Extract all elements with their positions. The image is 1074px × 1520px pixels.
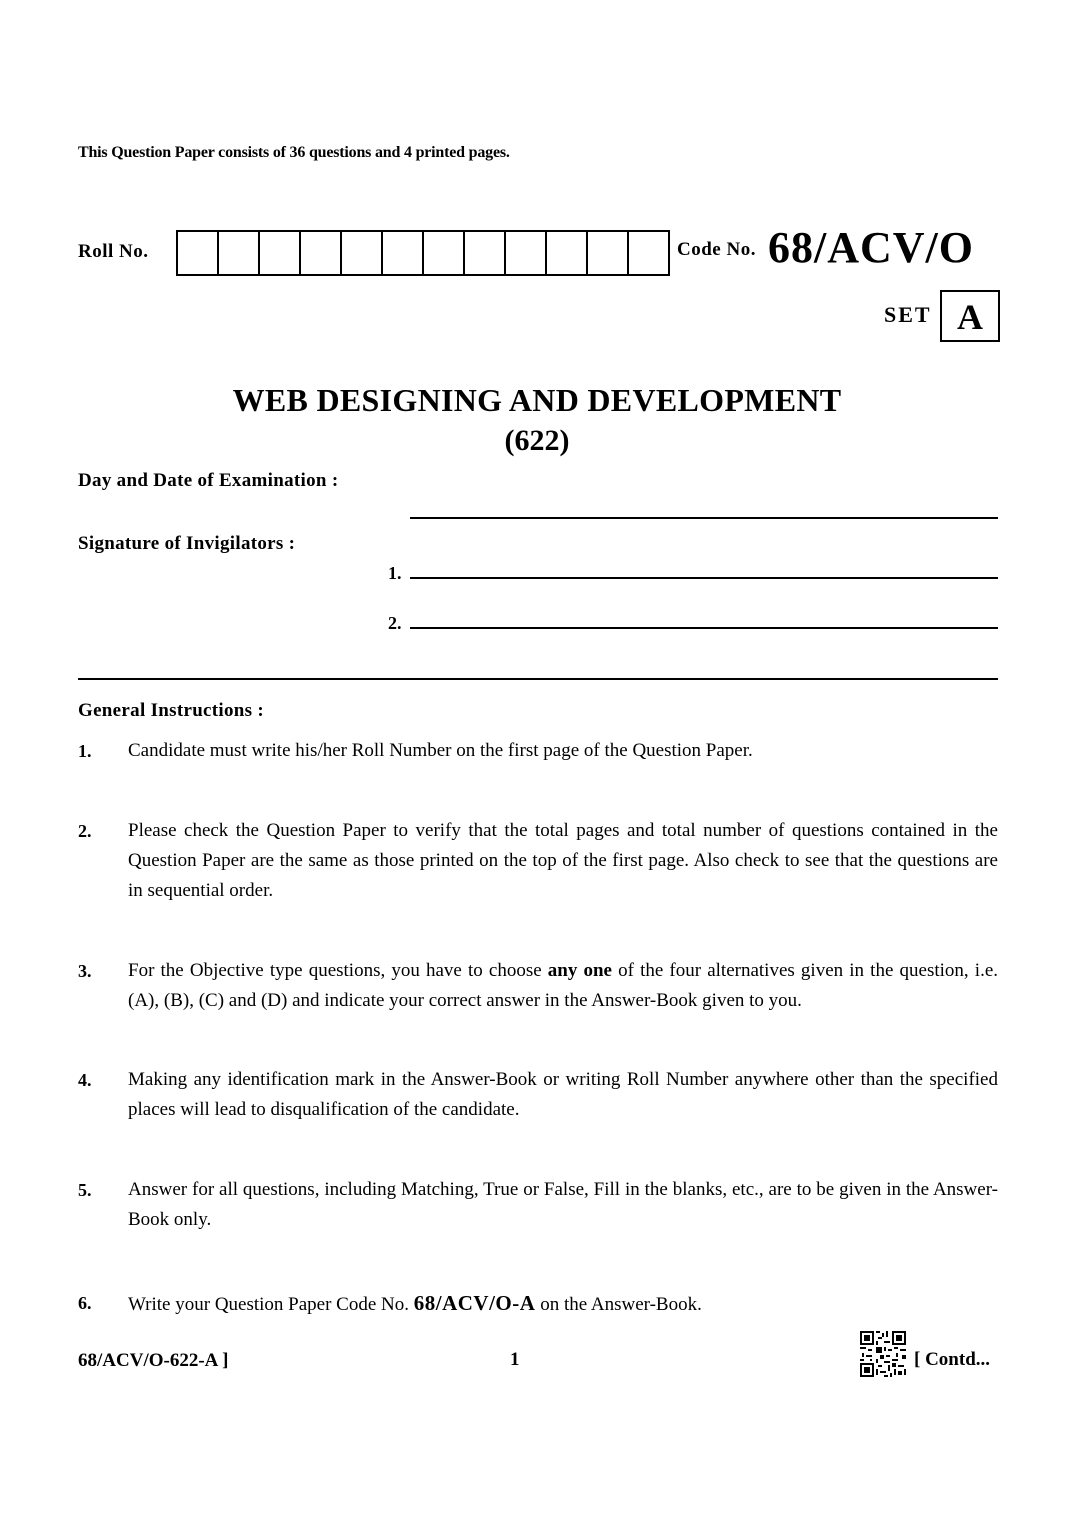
roll-number-digit-box[interactable] [588, 232, 629, 274]
code-number-label: Code No. [677, 239, 756, 260]
instructions-heading: General Instructions : [78, 700, 265, 721]
instruction-text [128, 956, 998, 1016]
invigilator-1-number: 1. [388, 563, 402, 583]
roll-number-digit-box[interactable] [424, 232, 465, 274]
roll-number-digit-box[interactable] [342, 232, 383, 274]
roll-number-digit-box[interactable] [629, 232, 668, 274]
invigilator-1-signature-line[interactable] [410, 577, 998, 579]
page-number: 1 [510, 1349, 520, 1370]
instruction-text: Please check the Question Paper to verify that the total pages and total number of questions contained in the Question Paper are the same as those printed on the top of the first page. Also check to see that the questions are in sequential order. [128, 820, 998, 901]
instruction-text-part: on the Answer-Book. [535, 1294, 702, 1315]
instruction-number: 5. [78, 1180, 92, 1200]
instruction-text-part: Write your Question Paper Code No. [128, 1294, 414, 1315]
instruction-number: 3. [78, 961, 92, 981]
invigilators-label: Signature of Invigilators : [78, 533, 296, 554]
footer-paper-code: 68/ACV/O-622-A ] [78, 1350, 229, 1371]
roll-number-digit-box[interactable] [465, 232, 506, 274]
instruction-number: 2. [78, 821, 92, 841]
instruction-text-part: of the four alternatives given in the question, i.e. (A), (B), (C) and (D) and indicate your correct answer in the Answer-Book given to you. [128, 960, 998, 1011]
instruction-text: Answer for all questions, including Matching, True or False, Fill in the blanks, etc., are to be given in the Answer-Book only. [128, 1179, 998, 1230]
qr-code-icon [860, 1331, 906, 1377]
set-value-box: A [940, 290, 1000, 342]
code-number-value: 68/ACV/O [768, 223, 974, 272]
continued-marker: [ Contd... [914, 1349, 991, 1370]
instruction-number: 4. [78, 1070, 92, 1090]
paper-subject-code: (622) [504, 424, 570, 457]
roll-number-boxes[interactable] [176, 230, 670, 276]
paper-info-note: This Question Paper consists of 36 questions and 4 printed pages. [78, 144, 510, 161]
roll-number-digit-box[interactable] [547, 232, 588, 274]
exam-date-label: Day and Date of Examination : [78, 470, 339, 491]
instruction-text-part: For the Objective type questions, you have to choose [128, 960, 548, 981]
instruction-number: 1. [78, 741, 92, 761]
roll-number-digit-box[interactable] [178, 232, 219, 274]
set-label: SET [884, 302, 932, 327]
paper-title: WEB DESIGNING AND DEVELOPMENT [232, 382, 842, 418]
exam-date-line[interactable] [410, 517, 998, 519]
roll-number-digit-box[interactable] [383, 232, 424, 274]
instruction-text: Making any identification mark in the Answer-Book or writing Roll Number anywhere other than the specified places will lead to disqualification of the candidate. [128, 1069, 998, 1120]
instruction-emphasis: any one [547, 960, 612, 981]
roll-number-digit-box[interactable] [219, 232, 260, 274]
instruction-number: 6. [78, 1293, 92, 1313]
invigilator-2-signature-line[interactable] [410, 627, 998, 629]
section-divider [78, 678, 998, 680]
roll-number-digit-box[interactable] [301, 232, 342, 274]
instruction-text [128, 1288, 998, 1320]
instruction-text: Candidate must write his/her Roll Number on the first page of the Question Paper. [128, 740, 753, 761]
roll-number-digit-box[interactable] [506, 232, 547, 274]
paper-code-inline: 68/ACV/O-A [413, 1291, 536, 1315]
roll-number-digit-box[interactable] [260, 232, 301, 274]
roll-number-label: Roll No. [78, 241, 149, 262]
invigilator-2-number: 2. [388, 613, 402, 633]
